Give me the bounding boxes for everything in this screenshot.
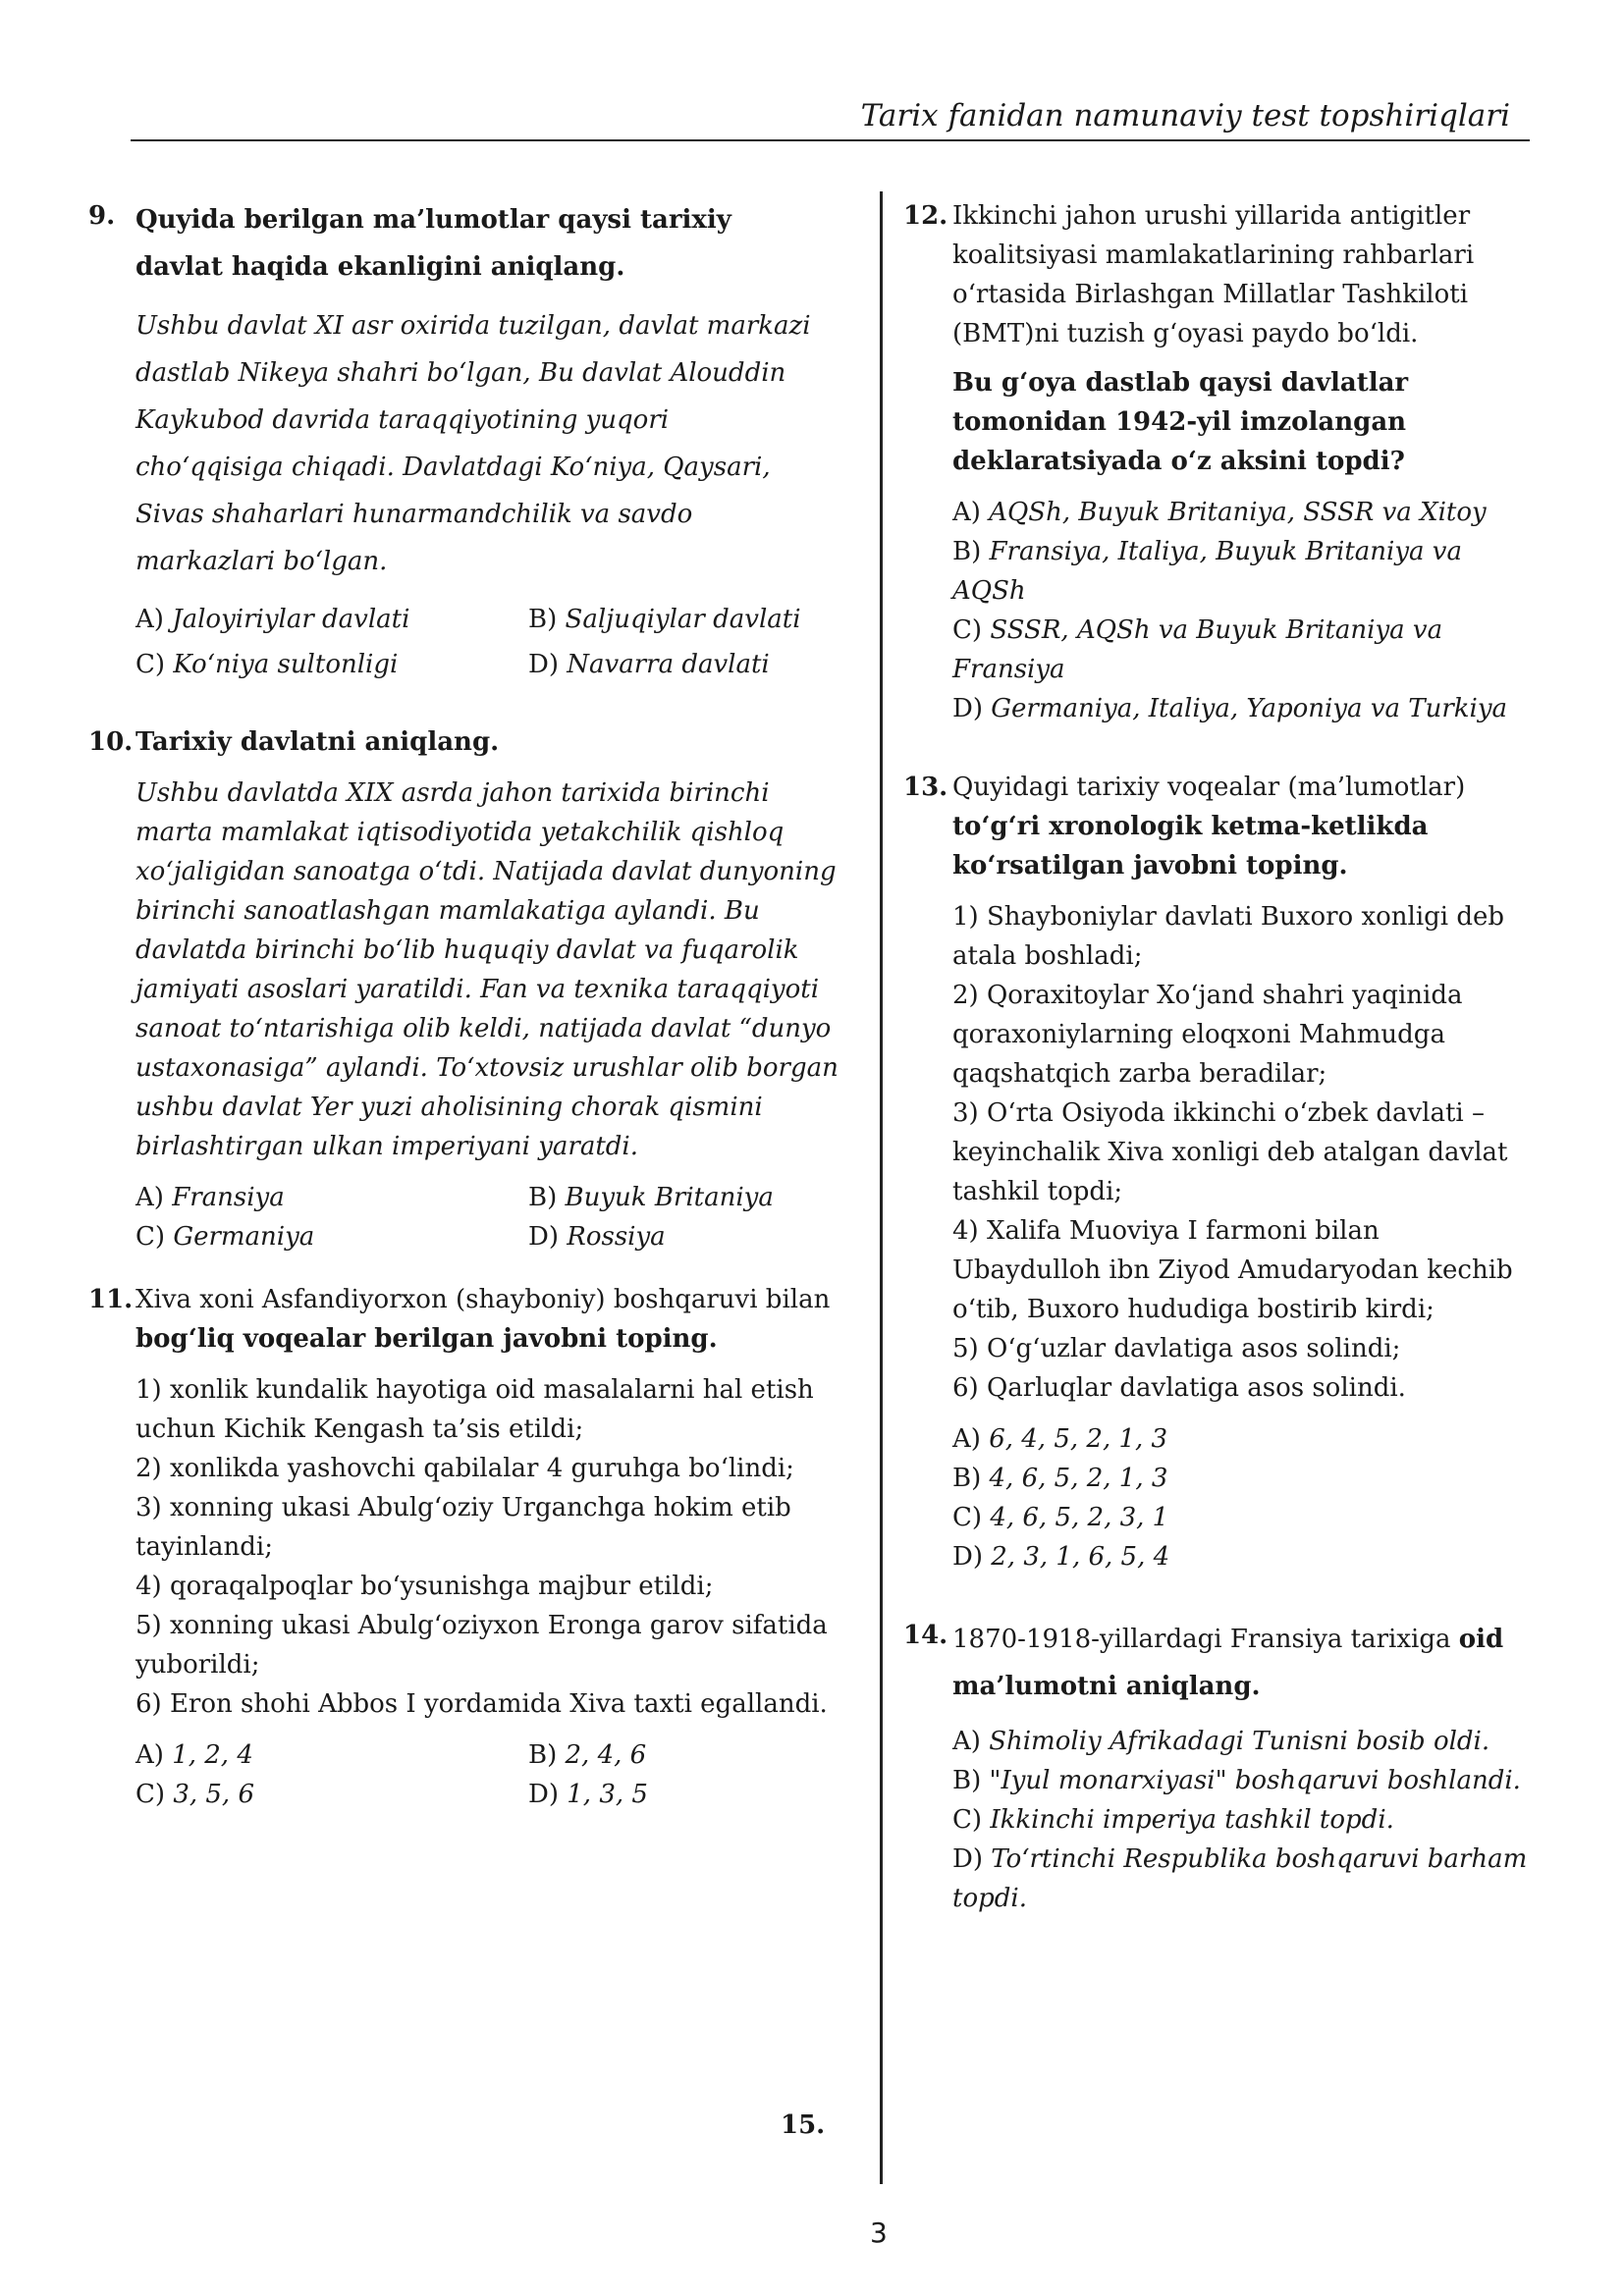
question-12	[903, 196, 1532, 728]
list-item: 6) Eron shohi Abbos I yordamida Xiva taxti egallandi.	[135, 1689, 828, 1719]
option-b[interactable]: B) 4, 6, 5, 2, 1, 3	[952, 1464, 1168, 1493]
question-11	[88, 1280, 835, 1814]
option-b[interactable]: B) "Iyul monarxiyasi" boshqaruvi boshlandi.	[952, 1766, 1521, 1795]
option-a[interactable]: A) 6, 4, 5, 2, 1, 3	[952, 1424, 1168, 1454]
list-item: 1) Shayboniylar davlati Buxoro xonligi deb atala boshladi;	[952, 902, 1505, 971]
question-intro: Ikkinchi jahon urushi yillarida antigitler koalitsiyasi mamlakatlarining rahbarlari o‘rtasida Birlashgan Millatlar Tashkiloti (BMT)ni tuzish g‘oyasi paydo bo‘ldi.	[952, 201, 1475, 348]
list-item: 3) O‘rta Osiyoda ikkinchi o‘zbek davlati – keyinchalik Xiva xonligi deb atalgan davlat tashkil topdi;	[952, 1098, 1508, 1206]
question-9	[88, 196, 835, 687]
option-c[interactable]: C) Ko‘niya sultonligi	[135, 650, 399, 679]
page-number: 3	[870, 2216, 888, 2249]
option-a[interactable]: A) 1, 2, 4	[135, 1740, 253, 1770]
option-d[interactable]: D) Rossiya	[528, 1222, 666, 1252]
answer-options	[952, 1722, 1532, 1918]
option-a[interactable]: A) Fransiya	[135, 1183, 285, 1212]
answer-options	[135, 1735, 835, 1814]
question-stem: Xiva xoni Asfandiyorxon (shayboniy) boshqaruvi bilan bog‘liq voqealar berilgan javobni toping.	[135, 1285, 831, 1354]
question-number: 14.	[903, 1621, 948, 1650]
header-title: Tarix fanidan namunaviy test topshiriqlari	[860, 98, 1510, 133]
question-stem: Quyida berilgan ma’lumotlar qaysi tarixiy davlat haqida ekanligini aniqlang.	[135, 205, 731, 282]
option-c[interactable]: C) SSSR, AQSh va Buyuk Britaniya va Fransiya	[952, 615, 1443, 684]
option-d[interactable]: D) Germaniya, Italiya, Yaponiya va Turkiya	[952, 694, 1508, 723]
option-d[interactable]: D) 2, 3, 1, 6, 5, 4	[952, 1542, 1170, 1572]
option-a[interactable]: A) AQSh, Buyuk Britaniya, SSSR va Xitoy	[952, 498, 1487, 527]
option-b[interactable]: B) Fransiya, Italiya, Buyuk Britaniya va AQSh	[952, 537, 1462, 606]
answer-options	[952, 493, 1532, 728]
option-c[interactable]: C) 4, 6, 5, 2, 3, 1	[952, 1503, 1169, 1532]
question-stem: Bu g‘oya dastlab qaysi davlatlar tomonidan 1942-yil imzolangan deklaratsiyada o‘z aksini topdi?	[952, 368, 1409, 476]
list-item: 5) xonning ukasi Abulg‘oziyxon Eronga garov sifatida yuborildi;	[135, 1611, 828, 1680]
question-number: 9.	[88, 201, 116, 231]
event-list	[135, 1370, 842, 1724]
answer-options	[135, 1178, 835, 1256]
option-a[interactable]: A) Shimoliy Afrikadagi Tunisni bosib oldi.	[952, 1727, 1490, 1756]
question-passage: Ushbu davlat XI asr oxirida tuzilgan, davlat markazi dastlab Nikeya shahri bo‘lgan, Bu davlat Alouddin Kaykubod davrida taraqqiyotining yuqori cho‘qqisiga chiqadi. Davlatdagi Ko‘niya, Qaysari, Sivas shaharlari hunarmandchilik va savdo markazlari bo‘lgan.	[135, 311, 811, 576]
event-list	[952, 897, 1532, 1408]
answer-options	[135, 597, 835, 687]
question-number: 12.	[903, 201, 948, 231]
option-b[interactable]: B) Buyuk Britaniya	[528, 1183, 774, 1212]
question-10	[88, 722, 839, 1256]
option-b[interactable]: B) 2, 4, 6	[528, 1740, 647, 1770]
right-column	[903, 196, 1532, 1918]
option-c[interactable]: C) Ikkinchi imperiya tashkil topdi.	[952, 1805, 1394, 1835]
question-14	[903, 1616, 1532, 1918]
question-13	[903, 768, 1532, 1576]
page-header	[131, 90, 1530, 141]
option-d[interactable]: D) 1, 3, 5	[528, 1780, 648, 1809]
question-passage: Ushbu davlatda XIX asrda jahon tarixida birinchi marta mamlakat iqtisodiyotida yetakchilik qishloq xo‘jaligidan sanoatga o‘tdi. Natijada davlat dunyoning birinchi sanoatlashgan mamlakatiga aylandi. Bu davlatda birinchi bo‘lib huquqiy davlat va fuqarolik jamiyati asoslari yaratildi. Fan va texnika taraqqiyoti sanoat to‘ntarishiga olib keldi, natijada davlat “dunyo ustaxonasiga” aylandi. To‘xtovsiz urushlar olib borgan ushbu davlat Yer yuzi aholisining chorak qismini birlashtirgan ulkan imperiyani yaratdi.	[135, 778, 839, 1161]
answer-options	[952, 1419, 1532, 1576]
list-item: 3) xonning ukasi Abulg‘oziy Urganchga hokim etib tayinlandi;	[135, 1493, 791, 1562]
left-column	[88, 196, 839, 1814]
option-b[interactable]: B) Saljuqiylar davlati	[528, 605, 801, 634]
list-item: 4) Xalifa Muoviya I farmoni bilan Ubaydulloh ibn Ziyod Amudaryodan kechib o‘tib, Buxoro hududiga bostirib kirdi;	[952, 1216, 1513, 1324]
list-item: 1) xonlik kundalik hayotiga oid masalalarni hal etish uchun Kichik Kengash ta’sis etildi;	[135, 1375, 814, 1444]
question-number: 10.	[88, 727, 134, 757]
option-d[interactable]: D) To‘rtinchi Respublika boshqaruvi barham topdi.	[952, 1844, 1528, 1913]
option-d[interactable]: D) Navarra davlati	[528, 650, 770, 679]
question-number: 11.	[88, 1285, 134, 1314]
list-item: 2) Qoraxitoylar Xo‘jand shahri yaqinida qoraxoniylarning eloqxoni Mahmudga qaqshatqich zarba beradilar;	[952, 981, 1463, 1089]
question-stem: 1870-1918-yillardagi Fransiya tarixiga oid ma’lumotni aniqlang.	[952, 1625, 1504, 1701]
list-item: 4) qoraqalpoqlar bo‘ysunishga majbur etildi;	[135, 1572, 714, 1601]
question-number: 13.	[903, 773, 948, 802]
option-c[interactable]: C) 3, 5, 6	[135, 1780, 254, 1809]
option-c[interactable]: C) Germaniya	[135, 1222, 315, 1252]
question-stem: Quyidagi tarixiy voqealar (ma’lumotlar) to‘g‘ri xronologik ketma-ketlikda ko‘rsatilgan javobni toping.	[952, 773, 1466, 881]
option-a[interactable]: A) Jaloyiriylar davlati	[135, 605, 410, 634]
trailing-question-number: 15.	[781, 2110, 826, 2140]
list-item: 5) O‘g‘uzlar davlatiga asos solindi;	[952, 1334, 1401, 1363]
question-stem: Tarixiy davlatni aniqlang.	[135, 727, 500, 757]
list-item: 2) xonlikda yashovchi qabilalar 4 guruhga bo‘lindi;	[135, 1454, 794, 1483]
list-item: 6) Qarluqlar davlatiga asos solindi.	[952, 1373, 1406, 1403]
